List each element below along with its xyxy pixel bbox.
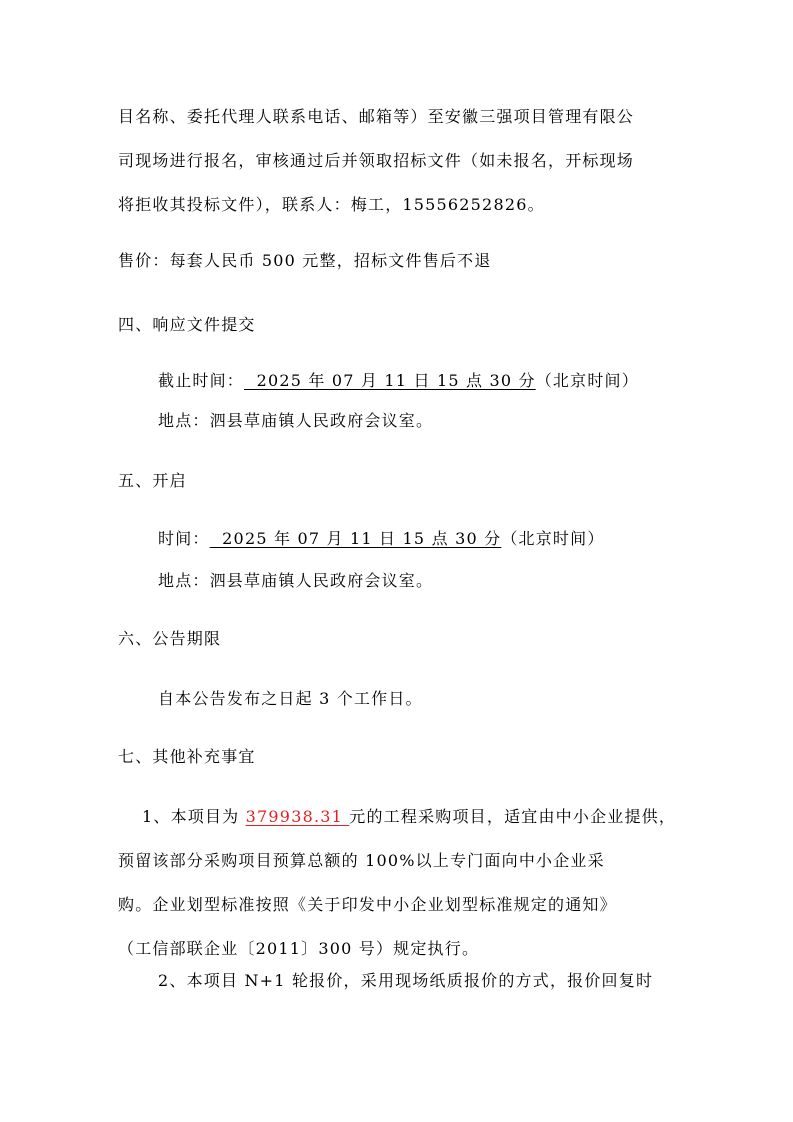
registration-line-2: 司现场进行报名，审核通过后并领取招标文件（如未报名，开标现场 <box>118 151 635 170</box>
registration-line-3: 将拒收其投标文件），联系人：梅工，15556252826。 <box>118 195 545 214</box>
section-6-heading: 六、公告期限 <box>118 629 222 648</box>
item-1-line-1 <box>142 804 676 827</box>
section-4-heading: 四、响应文件提交 <box>118 315 256 334</box>
time-label: 时间： <box>158 529 210 548</box>
item-2-line-1: 2、本项目 N+1 轮报价，采用现场纸质报价的方式，报价回复时 <box>158 971 654 990</box>
opening-time <box>158 526 605 549</box>
registration-line-1: 目名称、委托代理人联系电话、邮箱等）至安徽三强项目管理有限公 <box>118 107 635 126</box>
item-1-amount: 379938.31 <box>245 807 350 826</box>
time-value: 2025 年 07 月 11 日 15 点 30 分 <box>209 529 502 548</box>
submission-deadline <box>158 368 639 391</box>
item-1-line-2: 预留该部分采购项目预算总额的 100%以上专门面向中小企业采 <box>118 851 605 870</box>
submission-location: 地点：泗县草庙镇人民政府会议室。 <box>158 411 434 430</box>
price-line: 售价：每套人民币 500 元整，招标文件售后不退 <box>118 251 492 270</box>
item-1-line-3: 购。企业划型标准按照《关于印发中小企业划型标准规定的通知》 <box>118 895 617 914</box>
section-5-heading: 五、开启 <box>118 471 187 490</box>
item-1-prefix: 1、本项目为 <box>142 807 246 826</box>
section-7-heading: 七、其他补充事宜 <box>118 747 256 766</box>
deadline-suffix: （北京时间） <box>535 371 639 390</box>
item-1-suffix: 元的工程采购项目，适宜由中小企业提供， <box>349 807 677 826</box>
item-1-line-4: （工信部联企业〔2011〕300 号）规定执行。 <box>118 939 480 958</box>
announcement-period: 自本公告发布之日起 3 个工作日。 <box>158 689 423 708</box>
deadline-label: 截止时间： <box>158 371 245 390</box>
deadline-value: 2025 年 07 月 11 日 15 点 30 分 <box>244 371 536 390</box>
time-suffix: （北京时间） <box>501 529 605 548</box>
opening-location: 地点：泗县草庙镇人民政府会议室。 <box>158 571 434 590</box>
